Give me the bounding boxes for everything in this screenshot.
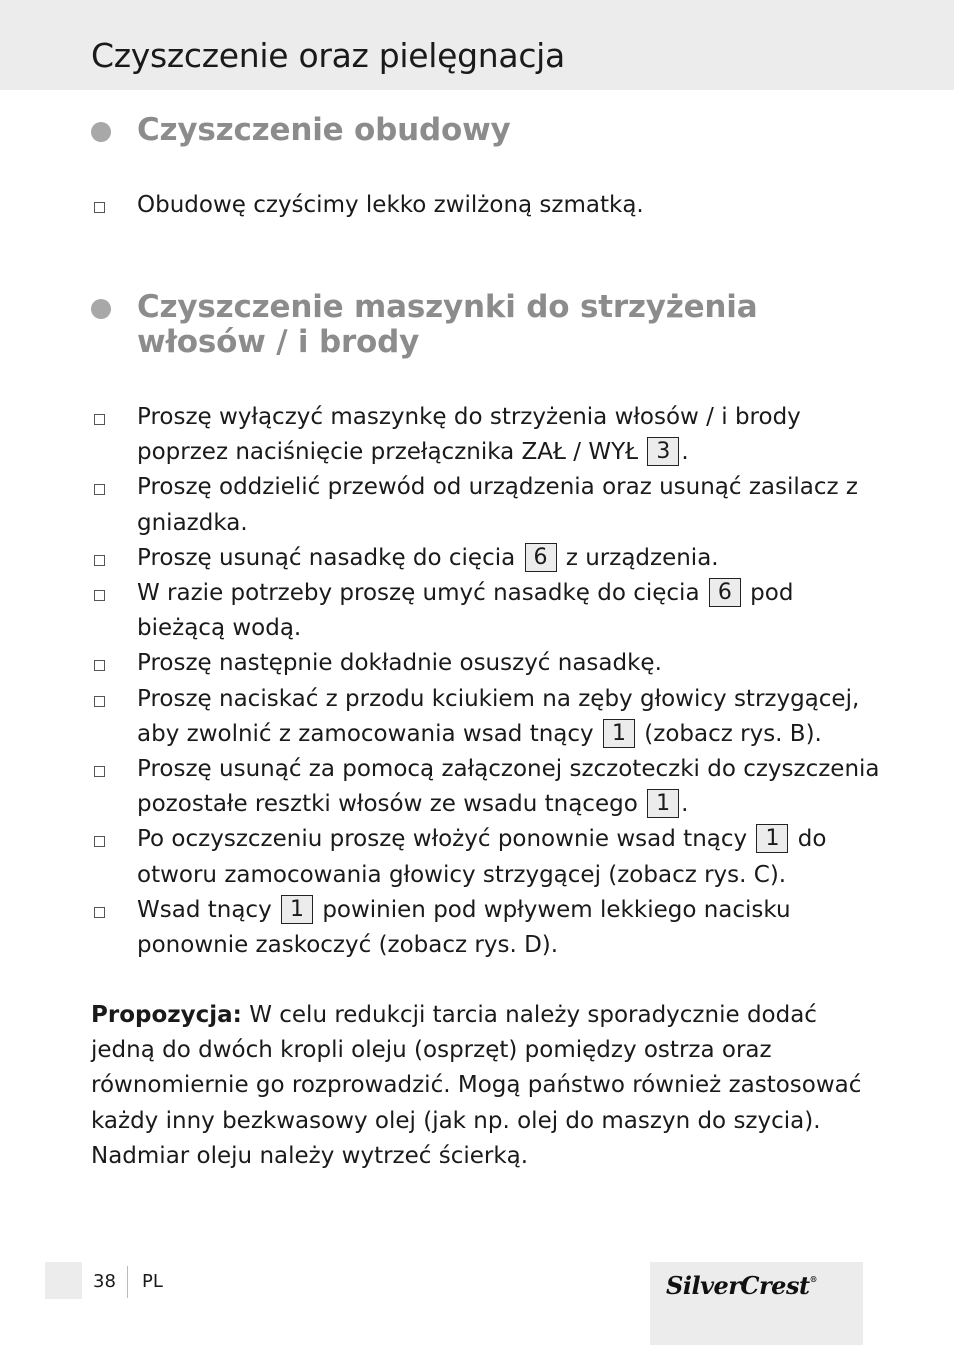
- tip-paragraph: [91, 998, 871, 1174]
- reference-number-badge: 1: [281, 895, 313, 924]
- bullet-circle-icon: [91, 299, 111, 319]
- item-text-end: (zobacz rys. B).: [644, 720, 822, 747]
- section-title-line-1: Czyszczenie maszynki do strzyżenia: [137, 289, 758, 325]
- page-number: 38: [93, 1271, 116, 1292]
- item-text: Proszę naciskać z przodu kciukiem na zęby głowicy strzygącej, aby zwolnić z zamocowania wsad tnący: [137, 685, 860, 747]
- tip-text: W celu redukcji tarcia należy sporadycznie dodać jedną do dwóch kropli oleju (osprzęt) pomiędzy ostrza oraz równomiernie go rozprowadzić. Mogą państwo również zastosować każdy inny bezkwasowy olej (jak np. olej do maszyn do szycia). Nadmiar oleju należy wytrzeć ścierką.: [91, 1002, 862, 1169]
- reference-number-badge: 6: [709, 578, 741, 607]
- list-item: [91, 893, 881, 963]
- instruction-list: [91, 400, 881, 963]
- list-item: [91, 646, 881, 681]
- item-text: Wsad tnący: [137, 896, 272, 923]
- item-text-end: z urządzenia.: [565, 544, 719, 571]
- item-text-end: pod bieżącą wodą.: [137, 580, 794, 642]
- item-text: W razie potrzeby proszę umyć nasadkę do cięcia: [137, 580, 700, 607]
- list-item: [91, 470, 881, 540]
- item-text-end: powinien pod wpływem lekkiego nacisku ponownie zaskoczyć (zobacz rys. D).: [137, 896, 791, 959]
- brand-logo-box: [650, 1262, 863, 1345]
- registered-mark: ®: [809, 1274, 818, 1284]
- bullet-circle-icon: [91, 122, 111, 142]
- section-housing-cleaning: [91, 113, 881, 223]
- item-text: Obudowę czyścimy lekko zwilżoną szmatką.: [137, 192, 644, 218]
- section-title-line-2: włosów / i brody: [137, 324, 420, 360]
- section-title: Czyszczenie obudowy: [137, 112, 511, 148]
- brand-logo: [666, 1271, 817, 1300]
- list-item: [91, 541, 881, 576]
- instruction-list: [91, 188, 881, 223]
- footer-divider: [127, 1266, 128, 1298]
- list-item: [91, 188, 881, 223]
- footer-marker: [45, 1262, 82, 1299]
- list-item: [91, 400, 881, 470]
- item-text: Po oczyszczeniu proszę włożyć ponownie wsad tnący: [137, 826, 748, 853]
- reference-number-badge: 6: [525, 543, 557, 572]
- item-text: Proszę usunąć za pomocą załączonej szczoteczki do czyszczenia pozostałe resztki włosów ze wsadu tnącego: [137, 756, 880, 818]
- checkbox-square-icon: [94, 555, 105, 566]
- list-item: [91, 752, 881, 822]
- list-item: [91, 576, 881, 646]
- item-text: Proszę usunąć nasadkę do cięcia: [137, 544, 516, 571]
- section-heading: [91, 113, 881, 148]
- checkbox-square-icon: [94, 202, 105, 213]
- reference-number-badge: 3: [647, 437, 679, 466]
- brand-name: SilverCrest: [666, 1271, 810, 1300]
- item-text-end: .: [681, 791, 689, 818]
- checkbox-square-icon: [94, 766, 105, 777]
- item-text: Proszę następnie dokładnie osuszyć nasadkę.: [137, 650, 662, 677]
- reference-number-badge: 1: [647, 789, 679, 818]
- list-item: [91, 682, 881, 752]
- checkbox-square-icon: [94, 590, 105, 601]
- checkbox-square-icon: [94, 414, 105, 425]
- checkbox-square-icon: [94, 696, 105, 707]
- checkbox-square-icon: [94, 484, 105, 495]
- reference-number-badge: 1: [603, 719, 635, 748]
- item-text: Proszę oddzielić przewód od urządzenia oraz usunąć zasilacz z gniazdka.: [137, 474, 858, 536]
- checkbox-square-icon: [94, 660, 105, 671]
- item-text: Proszę wyłączyć maszynkę do strzyżenia włosów / i brody poprzez naciśnięcie przełącznika ZAŁ / WYŁ: [137, 404, 801, 466]
- item-text-end: .: [681, 439, 689, 466]
- reference-number-badge: 1: [756, 824, 788, 853]
- language-code: PL: [142, 1271, 163, 1292]
- section-clipper-cleaning: [91, 290, 881, 963]
- item-text-end: do otworu zamocowania głowicy strzygącej (zobacz rys. C).: [137, 826, 827, 888]
- section-heading: [91, 290, 881, 360]
- checkbox-square-icon: [94, 907, 105, 918]
- tip-label: Propozycja:: [91, 1002, 242, 1028]
- list-item: [91, 822, 881, 892]
- checkbox-square-icon: [94, 836, 105, 847]
- page-title: Czyszczenie oraz pielęgnacja: [91, 36, 565, 75]
